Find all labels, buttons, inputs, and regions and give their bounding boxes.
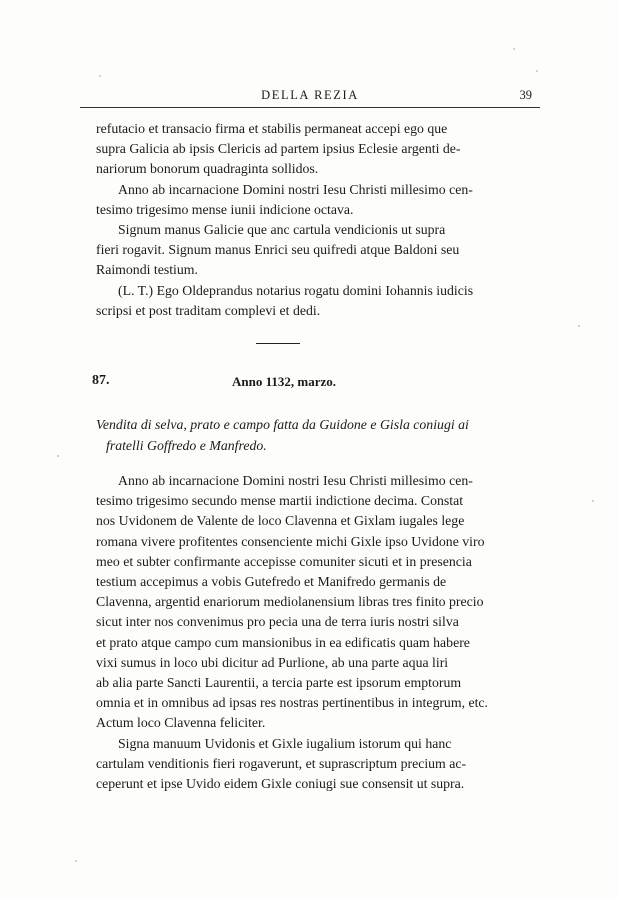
text-line: (L. T.) Ego Oldeprandus notarius rogatu domini Iohannis iudicis [118,282,474,298]
text-line: sicut inter nos convenimus pro pecia una de terra iuris nostri silva [96,614,459,630]
text-line: scripsi et post traditam complevi et dedi. [96,302,321,318]
paper-speck [75,860,77,862]
text-line: Signum manus Galicie que anc cartula vendicionis ut supra [118,222,446,238]
text-line: ceperunt et ipse Uvido eidem Gixle coniugi sue consensit ut supra. [96,776,465,792]
text-line: ab alia parte Sancti Laurentii, a tercia parte est ipsorum emptorum [96,675,462,691]
text-line: meo et subter confirmante accepisse comuniter sicuti et in presencia [96,553,472,569]
text-line: omnia et in omnibus ad ipsas res nostras pertinentibus in integrum, etc. [96,695,488,711]
document-body [96,471,492,794]
page-header [80,88,540,108]
document-date: Anno 1132, marzo. [232,374,336,389]
previous-document-text [96,119,492,321]
page-number: 39 [519,88,532,102]
summary-paragraph [96,414,492,456]
paper-speck [592,500,594,502]
text-line: Vendita di selva, prato e campo fatta da Guidone e Gisla coniugi ai [96,417,469,432]
text-line: Raimondi testium. [96,262,198,278]
paragraph [96,471,492,734]
paper-speck [513,48,515,50]
text-line: Anno ab incarnacione Domini nostri Iesu Christi millesimo cen- [118,473,473,488]
running-title: DELLA REZIA [261,88,359,102]
text-line: testium accepimus a vobis Gutefredo et Manifredo germanis de [96,574,447,590]
paragraph [96,180,492,220]
paragraph [96,119,492,180]
text-line: romana vivere profitentes consenciente michi Gixle ipso Uvidone viro [96,533,485,549]
text-line: supra Galicia ab ipsis Clericis ad partem ipsius Eclesie argenti de- [96,141,461,157]
text-line: Anno ab incarnacione Domini nostri Iesu Christi millesimo cen- [118,181,473,197]
text-line: Actum loco Clavenna feliciter. [96,715,266,731]
paragraph [96,734,492,795]
document-number: 87. [92,373,110,388]
text-line: nos Uvidonem de Valente de loco Clavenna et Gixlam iugales lege [96,513,465,529]
text-line: tesimo trigesimo mense iunii indicione octava. [96,201,354,217]
paragraph [96,281,492,321]
paper-speck [536,70,538,72]
text-line: vixi sumus in loco ubi dicitur ad Purlione, ab una parte aqua liri [96,654,449,670]
text-line: nariorum bonorum quadraginta sollidos. [96,161,319,177]
paragraph [96,220,492,281]
text-line: fratelli Goffredo e Manfredo. [106,438,267,453]
text-line: refutacio et transacio firma et stabilis permaneat accepi ego que [96,121,448,136]
text-line: tesimo trigesimo secundo mense martii indictione decima. Constat [96,493,464,509]
header-rule [80,107,540,108]
paper-speck [57,455,59,457]
paper-speck [99,75,101,77]
paper-speck [578,325,580,327]
text-line: fieri rogavit. Signum manus Enrici seu quifredi atque Baldoni seu [96,242,460,258]
document-summary [96,414,492,456]
text-line: Clavenna, argentid enariorum mediolanensium libras tres finito precio [96,594,484,610]
text-line: cartulam venditionis fieri rogaverunt, et suprascriptum precium ac- [96,755,467,771]
text-line: et prato atque campo cum mansionibus in ea edificatis quam habere [96,634,470,650]
text-line: Signa manuum Uvidonis et Gixle iugalium istorum qui hanc [118,735,452,751]
section-separator [256,343,300,344]
